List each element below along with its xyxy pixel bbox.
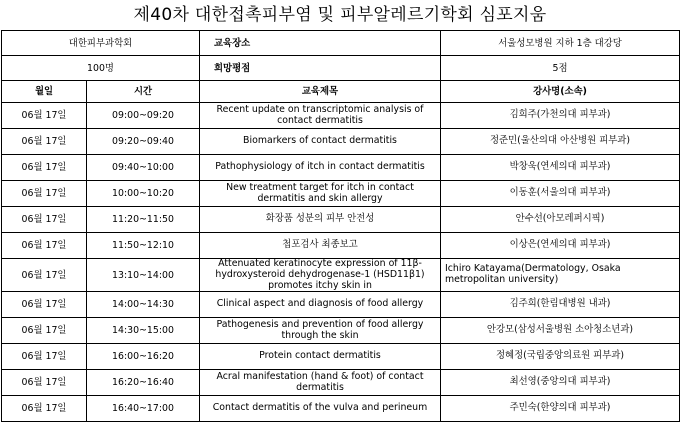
table-row: [2, 292, 680, 318]
row-time: 16:20~16:40: [87, 370, 200, 396]
row-time: 13:10~14:00: [87, 259, 200, 292]
row-speaker: 박창욱(연세의대 피부과): [441, 155, 680, 181]
table-row: [2, 396, 680, 422]
row-date: 06월 17일: [2, 103, 87, 129]
row-speaker: 이상은(연세의대 피부과): [441, 233, 680, 259]
row-date: 06월 17일: [2, 259, 87, 292]
row-topic: Clinical aspect and diagnosis of food allergy: [200, 292, 441, 318]
info-row-points: [2, 56, 680, 81]
table-row: [2, 259, 680, 292]
row-speaker: 정혜정(국립중앙의료원 피부과): [441, 344, 680, 370]
row-date: 06월 17일: [2, 370, 87, 396]
row-time: 10:00~10:20: [87, 181, 200, 207]
row-date: 06월 17일: [2, 396, 87, 422]
row-topic: Attenuated keratinocyte expression of 11β-hydroxysteroid dehydrogenase-1 (HSD11β1) promotes itchy skin in: [200, 259, 441, 292]
table-row: [2, 207, 680, 233]
organizer-cell: 대한피부과학회: [2, 31, 200, 56]
row-speaker: 김희주(가천의대 피부과): [441, 103, 680, 129]
header-topic: 교육제목: [200, 81, 441, 103]
row-time: 09:00~09:20: [87, 103, 200, 129]
header-time: 시간: [87, 81, 200, 103]
table-row: [2, 103, 680, 129]
row-date: 06월 17일: [2, 155, 87, 181]
row-time: 09:20~09:40: [87, 129, 200, 155]
page-title: 제40차 대한접촉피부염 및 피부알레르기학회 심포지움: [133, 5, 547, 25]
row-speaker: 안수선(아모레퍼시픽): [441, 207, 680, 233]
row-topic: Pathophysiology of itch in contact dermatitis: [200, 155, 441, 181]
row-time: 14:00~14:30: [87, 292, 200, 318]
row-topic: Protein contact dermatitis: [200, 344, 441, 370]
row-date: 06월 17일: [2, 129, 87, 155]
row-date: 06월 17일: [2, 292, 87, 318]
row-date: 06월 17일: [2, 318, 87, 344]
row-speaker: 정준민(울산의대 아산병원 피부과): [441, 129, 680, 155]
row-date: 06월 17일: [2, 344, 87, 370]
row-topic: 화장품 성분의 피부 안전성: [200, 207, 441, 233]
capacity-cell: 100명: [2, 56, 200, 81]
table-row: [2, 233, 680, 259]
row-time: 16:00~16:20: [87, 344, 200, 370]
row-topic: New treatment target for itch in contact dermatitis and skin allergy: [200, 181, 441, 207]
venue-label: 교육장소: [200, 31, 441, 56]
venue-value: 서울성모병원 지하 1층 대강당: [441, 31, 680, 56]
row-time: 14:30~15:00: [87, 318, 200, 344]
table-row: [2, 344, 680, 370]
row-speaker: 이동훈(서울의대 피부과): [441, 181, 680, 207]
table-row: [2, 129, 680, 155]
table-row: [2, 155, 680, 181]
points-label: 희망평점: [200, 56, 441, 81]
row-topic: 첩포검사 최종보고: [200, 233, 441, 259]
table-row: [2, 370, 680, 396]
table-header-row: [2, 81, 680, 103]
row-time: 09:40~10:00: [87, 155, 200, 181]
points-value: 5점: [441, 56, 680, 81]
row-speaker: 주민숙(한양의대 피부과): [441, 396, 680, 422]
row-time: 11:20~11:50: [87, 207, 200, 233]
row-date: 06월 17일: [2, 207, 87, 233]
row-topic: Recent update on transcriptomic analysis of contact dermatitis: [200, 103, 441, 129]
info-row-venue: [2, 31, 680, 56]
table-row: [2, 181, 680, 207]
header-date: 월일: [2, 81, 87, 103]
row-speaker: 최선영(중앙의대 피부과): [441, 370, 680, 396]
row-topic: Contact dermatitis of the vulva and perineum: [200, 396, 441, 422]
row-date: 06월 17일: [2, 181, 87, 207]
header-speaker: 강사명(소속): [441, 81, 680, 103]
row-time: 16:40~17:00: [87, 396, 200, 422]
table-row: [2, 318, 680, 344]
row-date: 06월 17일: [2, 233, 87, 259]
row-speaker: 김주희(한림대병원 내과): [441, 292, 680, 318]
row-topic: Pathogenesis and prevention of food allergy through the skin: [200, 318, 441, 344]
row-speaker: 안강모(삼성서울병원 소아청소년과): [441, 318, 680, 344]
row-topic: Acral manifestation (hand & foot) of contact dermatitis: [200, 370, 441, 396]
schedule-table: [1, 30, 680, 422]
row-speaker: Ichiro Katayama(Dermatology, Osaka metropolitan university): [441, 259, 680, 292]
row-time: 11:50~12:10: [87, 233, 200, 259]
row-topic: Biomarkers of contact dermatitis: [200, 129, 441, 155]
